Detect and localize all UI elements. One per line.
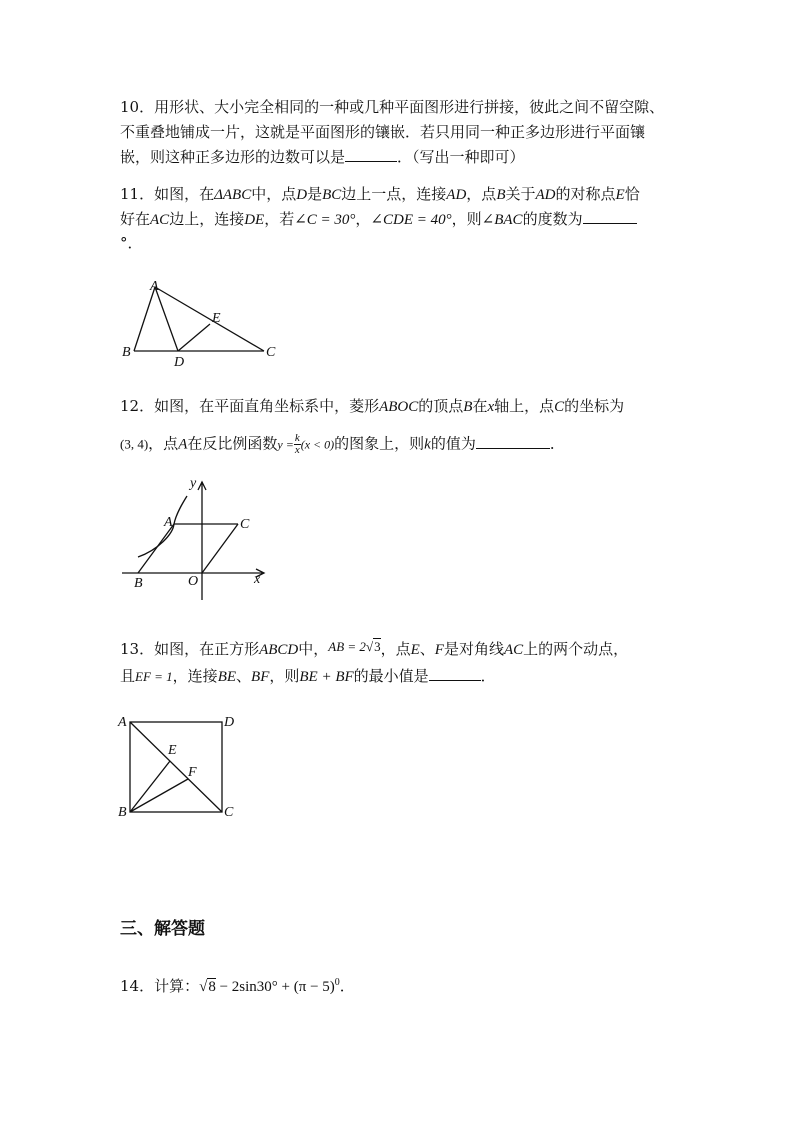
q12-rhombus-figure xyxy=(118,474,278,604)
q11-line3: °． xyxy=(120,234,143,252)
label-B: B xyxy=(134,576,143,591)
label-A: A xyxy=(150,279,159,294)
label-O: O xyxy=(188,574,199,589)
label-D: D xyxy=(224,715,235,730)
answer-blank-q10[interactable] xyxy=(345,147,397,162)
label-A: A xyxy=(164,515,173,530)
q13-line1: 13．如图，在正方形ABCD中，AB = 2√3，点E、F是对角线AC上的两个动点， xyxy=(120,639,629,658)
label-B: B xyxy=(122,345,131,360)
q11-line2: 好在AC边上，连接DE，若∠C = 30°，∠CDE = 40°，则∠BAC的度数为 xyxy=(120,209,637,230)
answer-blank-q12[interactable] xyxy=(476,434,550,449)
q11-line1: 11．如图，在ΔABC中，点D是BC边上一点，连接AD，点B关于AD的对称点E恰 xyxy=(120,185,640,203)
q12-line1: 12．如图，在平面直角坐标系中，菱形ABOC的顶点B在x轴上，点C的坐标为 xyxy=(120,397,625,415)
label-C: C xyxy=(240,517,250,532)
section-title: 三、解答题 xyxy=(120,919,205,939)
label-E: E xyxy=(168,743,177,758)
label-A: A xyxy=(118,715,127,730)
label-y: y xyxy=(190,476,197,491)
q10-line2: 不重叠地铺成一片，这就是平面图形的镶嵌．若只用同一种正多边形进行平面镶 xyxy=(120,123,646,141)
label-D: D xyxy=(174,355,185,368)
q10-line3: 嵌，则这种正多边形的边数可以是 ．（写出一种即可） xyxy=(120,148,525,166)
q11-triangle-figure xyxy=(118,278,288,368)
label-x: x xyxy=(254,572,261,587)
q12-line2: (3, 4)，点A在反比例函数y = $\frac{k}{x}$ (x < 0)的图象上，则k的值为 ． xyxy=(120,432,565,456)
label-B: B xyxy=(118,805,127,820)
label-E: E xyxy=(212,311,221,326)
answer-blank-q13[interactable] xyxy=(429,666,481,681)
answer-blank-q11[interactable] xyxy=(583,209,637,224)
q13-line2: 且EF = 1，连接BE、BF，则BE + BF的最小值是 ． xyxy=(120,667,496,685)
label-C: C xyxy=(266,345,276,360)
q13-square-figure xyxy=(116,712,246,822)
label-C: C xyxy=(224,805,234,820)
fraction-k-over-x: $\frac{k}{x}$ xyxy=(294,432,300,456)
label-F: F xyxy=(188,765,197,780)
q14-line1: 14．计算：$√8 - 2\sin 30^\circ + (\pi - 5)^0$． xyxy=(120,977,355,995)
q10-line1: 10．用形状、大小完全相同的一种或几种平面图形进行拼接，彼此之间不留空隙、 xyxy=(120,98,665,116)
